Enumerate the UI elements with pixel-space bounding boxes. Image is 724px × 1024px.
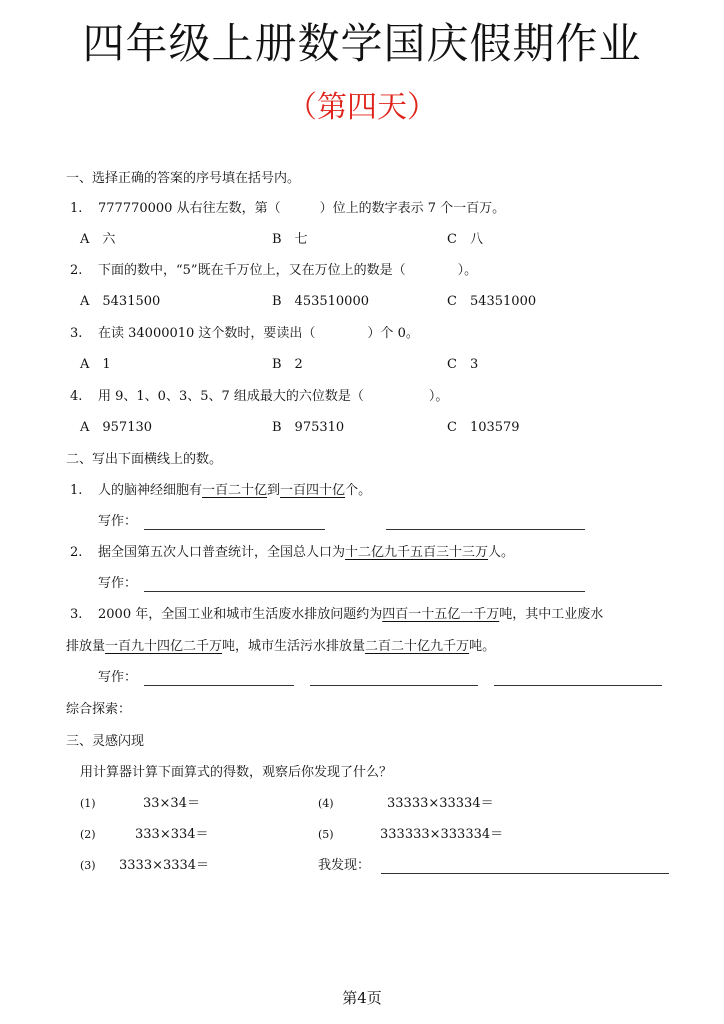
q3-option-c: C 3 — [447, 357, 479, 372]
item-number: (5) — [318, 828, 334, 841]
q1-option-a: A 六 — [80, 232, 116, 247]
discovery-answer-line[interactable] — [381, 873, 669, 874]
text-segment: 吨。 — [469, 639, 496, 654]
underlined-number-words: 二百二十亿九千万 — [365, 639, 470, 654]
part2-heading: 二、写出下面横线上的数。 — [66, 452, 223, 467]
text-segment: 人。 — [488, 545, 515, 560]
q1-option-b: B 七 — [272, 232, 308, 247]
item-number: (2) — [80, 828, 96, 841]
q3-option-b: B 2 — [272, 357, 303, 372]
underlined-number-words: 一百九十四亿二千万 — [105, 639, 223, 654]
page-number: 第4页 — [342, 989, 382, 1007]
p2-q2-number: 2. — [70, 545, 83, 560]
q3-text: 在读 34000010 这个数时，要读出（ ）个 0。 — [98, 326, 419, 341]
q1-number: 1. — [70, 201, 83, 216]
explore-label: 综合探索： — [66, 702, 132, 717]
p2-q3-number: 3. — [70, 607, 83, 622]
item-number: (1) — [80, 797, 96, 810]
answer-line[interactable] — [144, 685, 294, 686]
p2-q2-text — [98, 545, 514, 561]
q4-option-c: C 103579 — [447, 420, 520, 435]
q4-option-b: B 975310 — [272, 420, 345, 435]
q2-option-a: A 5431500 — [80, 294, 161, 309]
q4-option-a: A 957130 — [80, 420, 153, 435]
underlined-number-words: 一百二十亿 — [202, 483, 268, 498]
answer-line[interactable] — [310, 685, 478, 686]
text-segment: 吨，城市生活污水排放量 — [222, 639, 366, 654]
item-number: (4) — [318, 797, 334, 810]
item-number: (3) — [80, 859, 96, 872]
item-expression: 333333×333334＝ — [380, 827, 504, 842]
underlined-number-words: 一百四十亿 — [280, 483, 346, 498]
q2-option-c: C 54351000 — [447, 294, 537, 309]
q2-number: 2. — [70, 263, 83, 278]
answer-line[interactable] — [144, 591, 585, 592]
q3-number: 3. — [70, 326, 83, 341]
write-label: 写作： — [98, 514, 138, 529]
part1-heading: 一、选择正确的答案的序号填在括号内。 — [66, 171, 301, 186]
text-segment: 个。 — [345, 483, 372, 498]
write-label: 写作： — [98, 576, 138, 591]
page-title: 四年级上册数学国庆假期作业 — [82, 19, 642, 68]
text-segment: 人的脑神经细胞有 — [98, 483, 203, 498]
q4-text: 用 9、1、0、3、5、7 组成最大的六位数是（ ）。 — [98, 389, 449, 404]
page-subtitle: （第四天） — [287, 90, 437, 125]
underlined-number-words: 十二亿九千五百三十三万 — [345, 545, 489, 560]
item-expression: 33333×33334＝ — [387, 796, 494, 811]
discovery-label: 我发现： — [318, 858, 371, 873]
answer-line[interactable] — [494, 685, 662, 686]
p2-q1-text — [98, 483, 371, 499]
q2-text: 下面的数中，“5”既在千万位上，又在万位上的数是（ ）。 — [98, 263, 478, 278]
item-expression: 33×34＝ — [143, 796, 200, 811]
q4-number: 4. — [70, 389, 83, 404]
p2-q3-text-line2 — [66, 639, 495, 655]
answer-line[interactable] — [386, 529, 585, 530]
answer-line[interactable] — [144, 529, 325, 530]
underlined-number-words: 四百一十五亿一千万 — [382, 607, 500, 622]
write-label: 写作： — [98, 670, 138, 685]
text-segment: 吨，其中工业废水 — [499, 607, 604, 622]
text-segment: 2000 年，全国工业和城市生活废水排放问题约为 — [98, 607, 383, 622]
q1-text: 777770000 从右往左数，第（ ）位上的数字表示 7 个一百万。 — [98, 201, 506, 216]
p2-q3-text-line1 — [98, 607, 603, 623]
item-expression: 3333×3334＝ — [119, 858, 210, 873]
text-segment: 据全国第五次人口普查统计，全国总人口为 — [98, 545, 346, 560]
text-segment: 到 — [267, 483, 281, 498]
part3-heading: 三、灵感闪现 — [66, 734, 145, 749]
q1-option-c: C 八 — [447, 232, 483, 247]
q3-option-a: A 1 — [80, 357, 111, 372]
q2-option-b: B 453510000 — [272, 294, 369, 309]
part3-instruction: 用计算器计算下面算式的得数，观察后你发现了什么？ — [80, 765, 393, 780]
p2-q1-number: 1. — [70, 483, 83, 498]
item-expression: 333×334＝ — [135, 827, 209, 842]
text-segment: 排放量 — [66, 639, 106, 654]
